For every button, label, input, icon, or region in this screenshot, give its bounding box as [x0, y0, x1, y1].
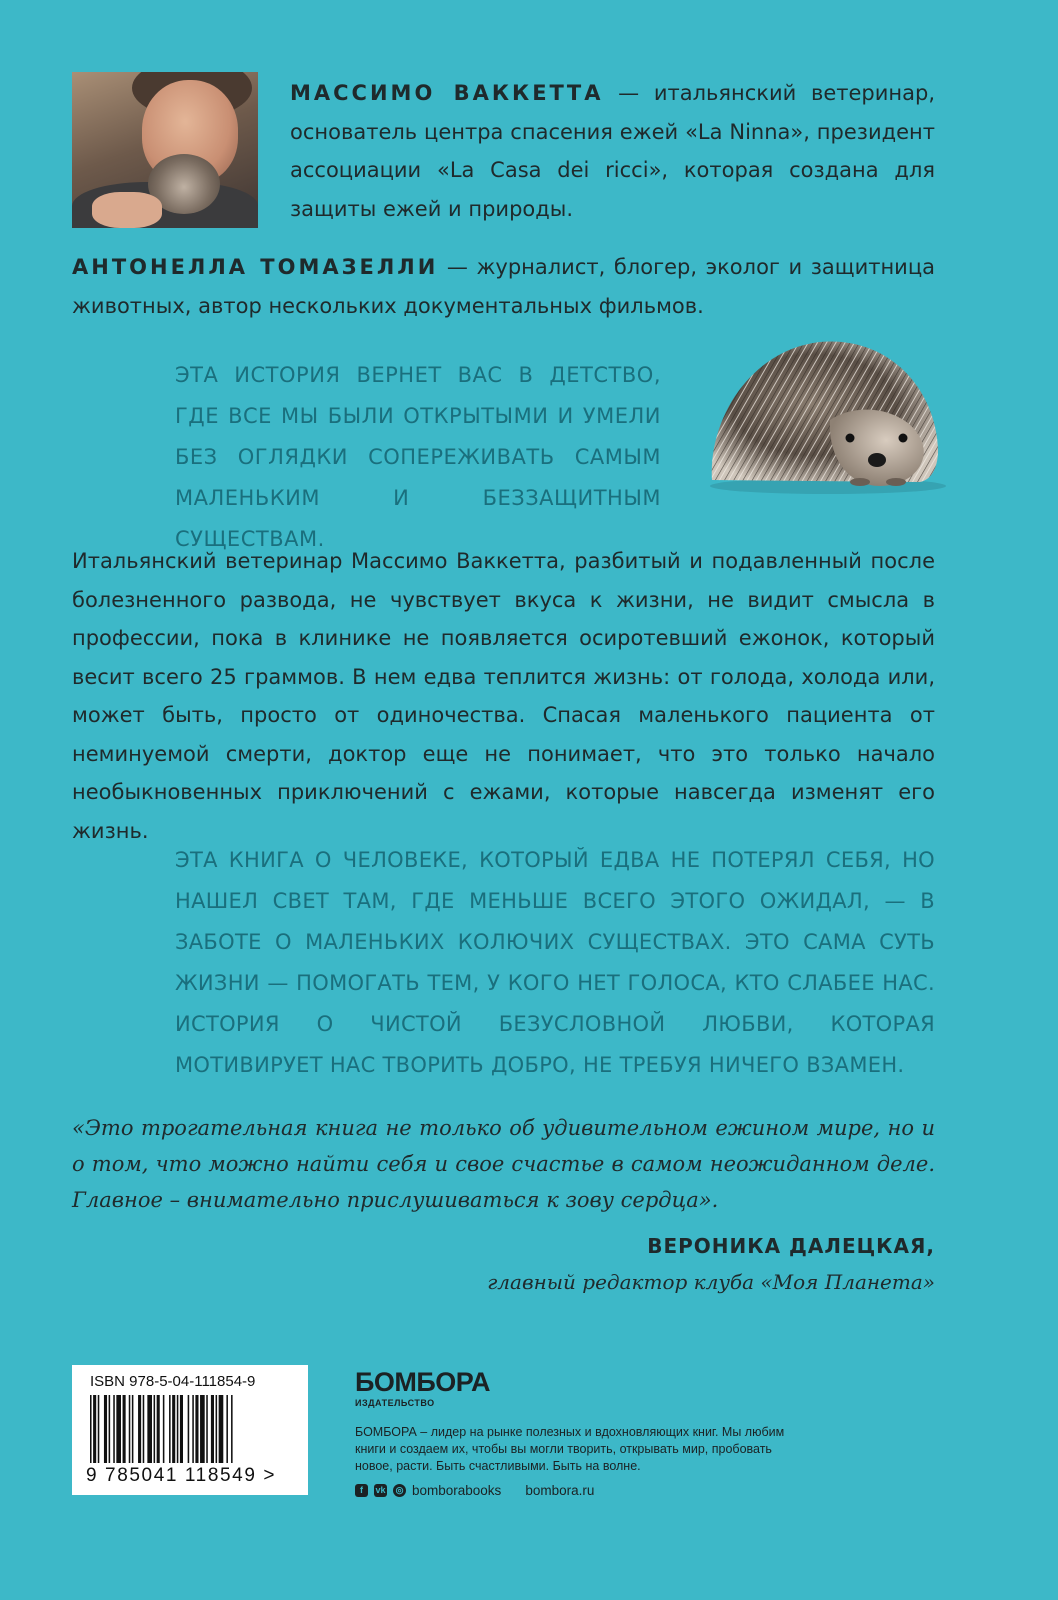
- reviewer-name: ВЕРОНИКА ДАЛЕЦКАЯ,: [647, 1234, 935, 1258]
- facebook-icon[interactable]: f: [355, 1484, 368, 1497]
- pull-quote-1: ЭТА ИСТОРИЯ ВЕРНЕТ ВАС В ДЕТСТВО, ГДЕ ВСЕ МЫ БЫЛИ ОТКРЫТЫМИ И УМЕЛИ БЕЗ ОГЛЯДКИ СОПЕРЕЖИВАТЬ САМЫМ МАЛЕНЬКИМ И БЕЗЗАЩИТНЫМ СУЩЕСТВАМ.: [175, 363, 661, 551]
- barcode-digits: 9 785041 118549 >: [86, 1465, 277, 1486]
- pull-quote-2: ЭТА КНИГА О ЧЕЛОВЕКЕ, КОТОРЫЙ ЕДВА НЕ ПОТЕРЯЛ СЕБЯ, НО НАШЕЛ СВЕТ ТАМ, ГДЕ МЕНЬШЕ ВСЕГО ЭТОГО ОЖИДАЛ, — В ЗАБОТЕ О МАЛЕНЬКИХ КОЛЮЧИХ СУЩЕСТВАХ. ЭТО САМА СУТЬ ЖИЗНИ — ПОМОГАТЬ ТЕМ, У КОГО НЕТ ГОЛОСА, КТО СЛАБЕЕ НАС. ИСТОРИЯ О ЧИСТОЙ БЕЗУСЛОВНОЙ ЛЮБВИ, КОТОРАЯ МОТИВИРУЕТ НАС ТВОРИТЬ ДОБРО, НЕ ТРЕБУЯ НИЧЕГО ВЗАМЕН.: [175, 848, 935, 1077]
- book-blurb: Итальянский ветеринар Массимо Ваккетта, разбитый и подавленный после болезненного развода, не чувствует вкуса к жизни, не видит смысла в профессии, пока в клинике не появляется осиротевший ежонок, который весит всего 25 граммов. В нем едва теплится жизнь: от голода, холода или, может быть, просто от одиночества. Спасая маленького пациента от неминуемой смерти, доктор еще не понимает, что это только начало необыкновенных приключений с ежами, которые навсегда изменят его жизнь.: [72, 549, 935, 843]
- review-quote: «Это трогательная книга не только об удивительном ежином мире, но и о том, что можно найти себя и свое счастье в самом неожиданном деле. Главное – внимательно прислушиваться к зову сердца».: [72, 1116, 935, 1212]
- publisher-website[interactable]: bombora.ru: [525, 1483, 595, 1498]
- hedgehog-illustration: [700, 330, 950, 500]
- author1-name: МАССИМО ВАККЕТТА: [290, 81, 604, 105]
- author2-name: АНТОНЕЛЛА ТОМАЗЕЛЛИ: [72, 255, 439, 279]
- barcode: [88, 1395, 292, 1465]
- author2-bio-text: — журналист, блогер, эколог и защитница животных, автор нескольких документальных фильмов.: [72, 255, 935, 318]
- isbn-barcode-box: [72, 1365, 308, 1495]
- author1-bio: [290, 74, 935, 228]
- author1-bio-text: — итальянский ветеринар, основатель центра спасения ежей «La Ninna», президент ассоциации «La Casa dei ricci», которая создана для защиты ежей и природы.: [290, 81, 935, 221]
- publisher-social: [355, 1483, 795, 1498]
- social-handle[interactable]: bomborabooks: [412, 1483, 502, 1498]
- publisher-logo-subtitle: ИЗДАТЕЛЬСТВО: [355, 1398, 435, 1408]
- vk-icon[interactable]: vk: [375, 1485, 386, 1495]
- publisher-description: БОМБОРА – лидер на рынке полезных и вдохновляющих книг. Мы любим книги и создаем их, чтобы вы могли творить, открывать мир, пробовать новое, расти. Быть счастливыми. Быть на волне.: [355, 1425, 785, 1473]
- publisher-block: [355, 1368, 795, 1498]
- author-photo: [72, 72, 258, 228]
- publisher-logo: БОМБОРА: [355, 1367, 490, 1397]
- instagram-icon[interactable]: ◎: [393, 1484, 406, 1497]
- reviewer-role: главный редактор клуба «Моя Планета»: [487, 1270, 935, 1294]
- author2-bio: [72, 248, 935, 325]
- isbn-label: ISBN 978-5-04-111854-9: [90, 1373, 256, 1390]
- reviewer-attribution: [487, 1228, 935, 1300]
